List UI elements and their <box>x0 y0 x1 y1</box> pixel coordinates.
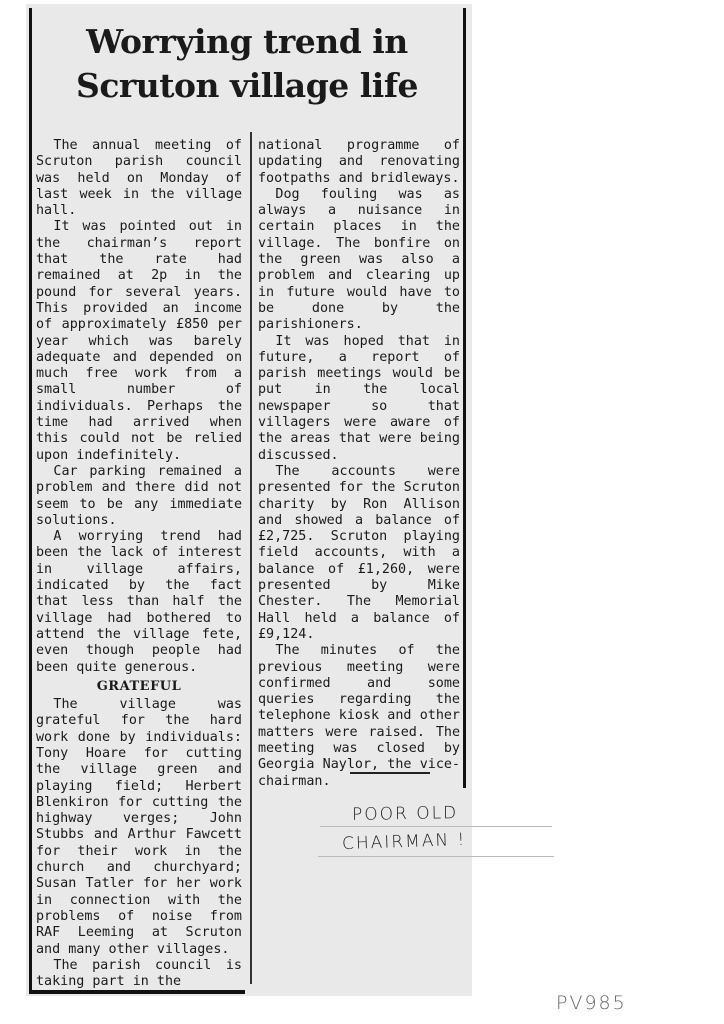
headline-line-1: Worrying trend in <box>86 22 408 61</box>
handwritten-note-line-2: CHAIRMAN ! <box>341 829 467 855</box>
paragraph: The parish council is taking part in the <box>36 957 242 990</box>
headline <box>36 20 458 108</box>
column-divider <box>250 132 252 984</box>
archive-reference: PV985 <box>556 992 627 1014</box>
right-column <box>258 138 460 790</box>
paragraph: It was hoped that in future, a report of parish meetings would be put in the local newspaper so that villagers were aware of the areas that were being discussed. <box>258 333 460 463</box>
left-column <box>36 138 242 990</box>
paragraph: The annual meeting of Scruton parish council was held on Monday of last week in the village hall. <box>36 138 242 219</box>
bottom-border-rule <box>29 990 245 994</box>
paragraph: A worrying trend had been the lack of interest in village affairs, indicated by the fact that less than half the village had bothered to attend the village fete, even though people had been quite generous. <box>36 529 242 675</box>
paragraph: The village was grateful for the hard work done by individuals: Tony Hoare for cutting the village green and playing field; Herbert Blenkiron for cutting the highway verges; John Stubbs and Arthur Fawcett for their work in the church and churchyard; Susan Tatler for her work in connection with the problems of noise from RAF Leeming at Scruton and many other villages. <box>36 697 242 957</box>
handwritten-note-line-1: POOR OLD <box>351 803 459 825</box>
left-border-rule <box>29 8 32 992</box>
paragraph: The accounts were presented for the Scruton charity by Ron Allison and showed a balance of £2,725. Scruton playing field accounts, with a balance of £1,260, were presented by Mike Chester. The Memorial Hall held a balance of £9,124. <box>258 463 460 642</box>
subheading: GRATEFUL <box>96 678 182 694</box>
paragraph: Dog fouling was as always a nuisance in certain places in the village. The bonfire on the green was also a problem and clearing up in future would have to be done by the parishioners. <box>258 186 460 333</box>
paragraph: Car parking remained a problem and there did not seem to be any immediate solutions. <box>36 463 242 528</box>
paragraph: It was pointed out in the chairman’s report that the rate had remained at 2p in the pound for several years. This provided an income of approximately £850 per year which was barely adequate and depended on much free work from a small number of individuals. Perhaps the time had arrived when this could not be relied upon indefinitely. <box>36 219 242 463</box>
headline-line-2: Scruton village life <box>75 66 419 105</box>
right-border-rule <box>463 8 466 788</box>
paragraph: The minutes of the previous meeting were confirmed and some queries regarding the telephone kiosk and other matters were raised. The meeting was closed by Georgia Naylor, the vice-chairman. <box>258 643 460 789</box>
handwritten-note <box>318 800 558 870</box>
paragraph: national programme of updating and renovating footpaths and bridleways. <box>258 138 460 186</box>
